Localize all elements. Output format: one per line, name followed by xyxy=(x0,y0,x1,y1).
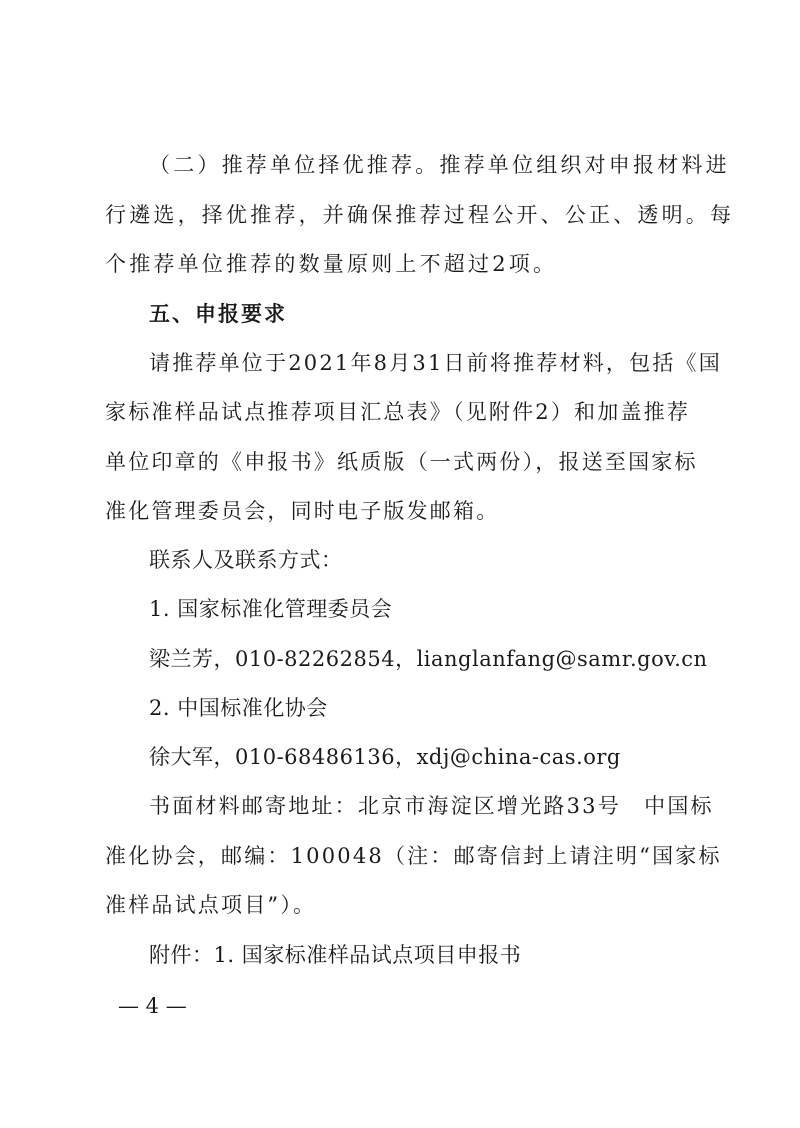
section5-para1-line1: 请推荐单位于2021年8月31日前将推荐材料，包括《国 xyxy=(149,351,722,375)
section5-heading: 五、申报要求 xyxy=(149,302,287,326)
contact-person-2: 徐大军，010-68486136，xdj@china-cas.org xyxy=(149,745,621,769)
mailing-address-line2: 准化协会，邮编：100048（注：邮寄信封上请注明“国家标 xyxy=(105,844,722,868)
page-number: — 4 — xyxy=(118,994,187,1018)
section5-para1-line3: 单位印章的《申报书》纸质版（一式两份），报送至国家标 xyxy=(105,450,698,474)
section2-line3: 个推荐单位推荐的数量原则上不超过2项。 xyxy=(105,252,558,276)
section2-line2: 行遴选，择优推荐，并确保推荐过程公开、公正、透明。每 xyxy=(105,203,735,227)
contact-person-1: 梁兰芳，010-82262854，lianglanfang@samr.gov.cn xyxy=(149,647,708,671)
contact-org-2: 2. 中国标准化协会 xyxy=(149,696,328,720)
section2-line1: （二）推荐单位择优推荐。推荐单位组织对申报材料进 xyxy=(149,153,730,177)
section5-para1-line2: 家标准样品试点推荐项目汇总表》（见附件2）和加盖推荐 xyxy=(105,400,691,424)
mailing-address-line1: 书面材料邮寄地址：北京市海淀区增光路33号 中国标 xyxy=(149,794,714,818)
section5-para1-line4: 准化管理委员会，同时电子版发邮箱。 xyxy=(105,499,500,523)
attachment-line1: 附件：1. 国家标准样品试点项目申报书 xyxy=(149,943,522,967)
contact-org-1: 1. 国家标准化管理委员会 xyxy=(149,597,393,621)
contacts-intro: 联系人及联系方式： xyxy=(149,548,343,572)
mailing-address-line3: 准样品试点项目”）。 xyxy=(105,893,317,917)
